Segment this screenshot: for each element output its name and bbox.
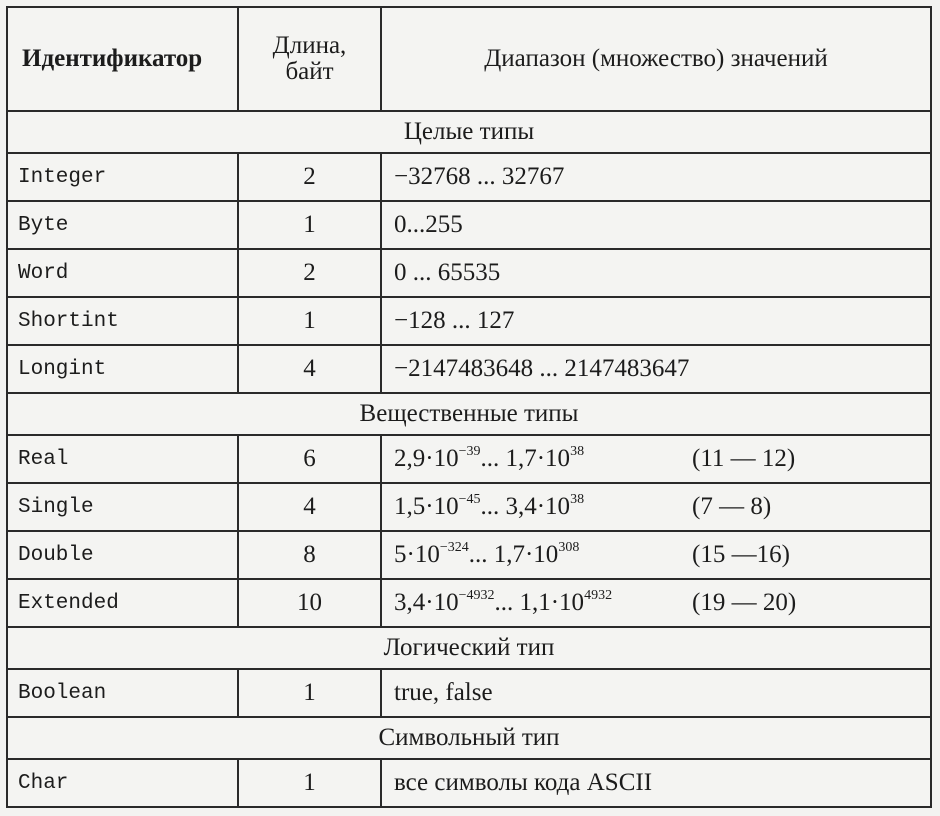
type-range: 0 ... 65535 bbox=[381, 249, 931, 297]
range-separator: ... bbox=[480, 493, 506, 520]
header-row bbox=[7, 7, 931, 111]
type-range: все символы кода ASCII bbox=[381, 759, 931, 807]
range-to-base: 1,7·10 bbox=[505, 445, 571, 472]
table-row bbox=[7, 345, 931, 393]
type-range bbox=[381, 483, 931, 531]
range-to-base: 1,1·10 bbox=[519, 589, 585, 616]
range-from-exponent: −39 bbox=[458, 444, 481, 459]
type-identifier: Single bbox=[7, 483, 238, 531]
range-to-exponent: 4932 bbox=[584, 588, 613, 603]
type-length: 1 bbox=[238, 297, 381, 345]
type-length: 1 bbox=[238, 201, 381, 249]
type-range bbox=[381, 435, 931, 483]
range-from-exponent: −4932 bbox=[458, 588, 495, 603]
type-range: −32768 ... 32767 bbox=[381, 153, 931, 201]
section-title-logical: Логический тип bbox=[7, 627, 931, 669]
range-separator: ... bbox=[480, 445, 506, 472]
type-range bbox=[381, 579, 931, 627]
type-identifier: Boolean bbox=[7, 669, 238, 717]
section-row-real bbox=[7, 393, 931, 435]
range-from-base: 1,5·10 bbox=[394, 493, 459, 520]
range-separator: ... bbox=[468, 541, 494, 568]
range-to-exponent: 38 bbox=[570, 444, 585, 459]
range-expression bbox=[394, 445, 692, 473]
range-from-base: 3,4·10 bbox=[394, 589, 459, 616]
type-range: true, false bbox=[381, 669, 931, 717]
header-range: Диапазон (множество) значений bbox=[381, 7, 931, 111]
significant-digits: (7 — 8) bbox=[692, 493, 772, 520]
table-row bbox=[7, 201, 931, 249]
range-to-exponent: 308 bbox=[558, 540, 580, 555]
range-expression bbox=[394, 493, 692, 521]
type-length: 2 bbox=[238, 153, 381, 201]
range-to-exponent: 38 bbox=[570, 492, 585, 507]
type-identifier: Double bbox=[7, 531, 238, 579]
range-separator: ... bbox=[494, 589, 520, 616]
section-row-logical bbox=[7, 627, 931, 669]
type-length: 8 bbox=[238, 531, 381, 579]
type-identifier: Word bbox=[7, 249, 238, 297]
type-identifier: Extended bbox=[7, 579, 238, 627]
section-title-real: Вещественные типы bbox=[7, 393, 931, 435]
type-identifier: Longint bbox=[7, 345, 238, 393]
header-identifier: Идентификатор bbox=[7, 7, 238, 111]
type-length: 1 bbox=[238, 759, 381, 807]
type-identifier: Shortint bbox=[7, 297, 238, 345]
type-range: −2147483648 ... 2147483647 bbox=[381, 345, 931, 393]
type-range bbox=[381, 531, 931, 579]
significant-digits: (19 — 20) bbox=[692, 589, 797, 616]
range-expression bbox=[394, 541, 692, 569]
range-from-base: 2,9·10 bbox=[394, 445, 459, 472]
type-length: 4 bbox=[238, 483, 381, 531]
type-length: 4 bbox=[238, 345, 381, 393]
table-row bbox=[7, 483, 931, 531]
data-types-table-wrapper bbox=[6, 6, 932, 808]
range-expression bbox=[394, 589, 692, 617]
type-identifier: Char bbox=[7, 759, 238, 807]
data-types-table bbox=[6, 6, 932, 808]
table-row bbox=[7, 669, 931, 717]
table-row bbox=[7, 531, 931, 579]
table-row bbox=[7, 153, 931, 201]
range-to-base: 1,7·10 bbox=[493, 541, 559, 568]
table-row bbox=[7, 435, 931, 483]
table-row bbox=[7, 249, 931, 297]
type-length: 2 bbox=[238, 249, 381, 297]
table-row bbox=[7, 297, 931, 345]
section-title-char: Символьный тип bbox=[7, 717, 931, 759]
type-range: 0...255 bbox=[381, 201, 931, 249]
type-length: 1 bbox=[238, 669, 381, 717]
header-length-line1: Длина, bbox=[272, 32, 347, 59]
type-identifier: Byte bbox=[7, 201, 238, 249]
type-length: 10 bbox=[238, 579, 381, 627]
type-length: 6 bbox=[238, 435, 381, 483]
section-row-char bbox=[7, 717, 931, 759]
header-length bbox=[238, 7, 381, 111]
header-length-line2: байт bbox=[285, 58, 334, 85]
type-identifier: Real bbox=[7, 435, 238, 483]
range-to-base: 3,4·10 bbox=[505, 493, 571, 520]
range-from-base: 5·10 bbox=[394, 541, 440, 568]
significant-digits: (15 —16) bbox=[692, 541, 790, 568]
type-range: −128 ... 127 bbox=[381, 297, 931, 345]
table-row bbox=[7, 579, 931, 627]
range-from-exponent: −45 bbox=[458, 492, 481, 507]
table-row bbox=[7, 759, 931, 807]
section-title-integer: Целые типы bbox=[7, 111, 931, 153]
type-identifier: Integer bbox=[7, 153, 238, 201]
section-row-integer bbox=[7, 111, 931, 153]
significant-digits: (11 — 12) bbox=[692, 445, 796, 472]
range-from-exponent: −324 bbox=[439, 540, 469, 555]
